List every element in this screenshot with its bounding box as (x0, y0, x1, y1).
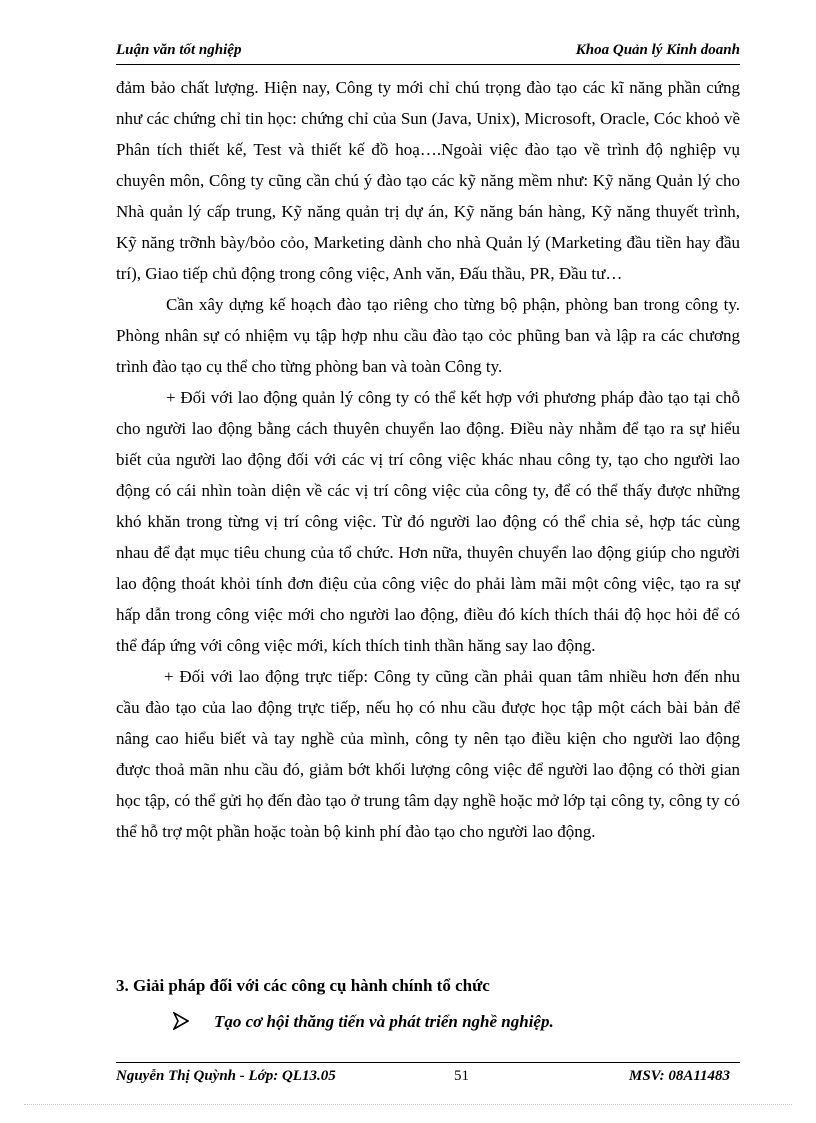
footer-author: Nguyễn Thị Quỳnh - Lớp: QL13.05 (116, 1068, 336, 1084)
header-faculty-label: Khoa Quản lý Kinh doanh (575, 42, 740, 58)
page-header (116, 38, 740, 64)
paragraph-management-staff: + Đối với lao động quản lý công ty có thể kết hợp với phương pháp đào tạo tại chỗ cho người lao động bằng cách thuyên chuyển lao động. Điều này nhằm để tạo ra sự hiểu biết của người lao động đối với các vị trí công việc khác nhau công ty, tạo cho người lao động có cái nhìn toàn diện về các vị trí công việc của công ty, để có thể thấy được những khó khăn trong từng vị trí công việc. Từ đó người lao động có thể chia sẻ, hợp tác cùng nhau để đạt mục tiêu chung của tổ chức. Hơn nữa, thuyên chuyển lao động giúp cho người lao động thoát khỏi tính đơn điệu của công việc do phải làm mãi một công việc, tạo ra sự hấp dẫn trong công việc mới cho người lao động, điều đó kích thích thái độ học hỏi để có thể đáp ứng với công việc mới, kích thích tinh thần hăng say lao động. (116, 388, 740, 655)
paragraph-training-skills: đảm bảo chất lượng. Hiện nay, Công ty mới chỉ chú trọng đào tạo các kĩ năng phần cứng như các chứng chỉ tin học: chứng chỉ của Sun (Java, Unix), Microsoft, Oracle, Cóc khoỏ về Phân tích thiết kế, Test và thiết kế đồ hoạ….Ngoài việc đào tạo về trình độ nghiệp vụ chuyên môn, Công ty cũng cần chú ý đào tạo các kỹ năng mềm như: Kỹ năng Quản lý cho Nhà quản lý cấp trung, Kỹ năng quản trị dự án, Kỹ năng bán hàng, Kỹ năng thuyết trình, Kỹ năng trỡnh bày/bỏo cỏo, Marketing dành cho nhà Quản lý (Marketing đầu tiền hay đầu trí), Giao tiếp chủ động trong công việc, Anh văn, Đấu thầu, PR, Đầu tư… (116, 78, 740, 283)
header-divider (116, 64, 740, 65)
page-number: 51 (454, 1068, 469, 1084)
body-text (116, 72, 740, 847)
bullet-text: Tạo cơ hội thăng tiến và phát triển nghề nghiệp. (214, 1012, 554, 1031)
bullet-item (116, 1008, 740, 1038)
arrow-bullet-icon (173, 1012, 189, 1030)
section-heading: 3. Giải pháp đối với các công cụ hành chính tổ chức (116, 976, 490, 995)
footer-student-id: MSV: 08A11483 (629, 1068, 730, 1084)
page-footer (116, 1068, 740, 1090)
paragraph-training-plan: Cần xây dựng kế hoạch đào tạo riêng cho từng bộ phận, phòng ban trong công ty. Phòng nhân sự có nhiệm vụ tập hợp nhu cầu đào tạo cỏc phũng ban và lập ra các chương trình đào tạo cụ thể cho từng phòng ban và toàn Công ty. (116, 295, 740, 376)
footer-divider (116, 1062, 740, 1063)
paragraph-direct-labor: + Đối với lao động trực tiếp: Công ty cũng cần phải quan tâm nhiều hơn đến nhu cầu đào tạo của lao động trực tiếp, nếu họ có nhu cầu được học tập một cách bài bản để nâng cao hiểu biết và tay nghề của mình, công ty nên tạo điều kiện cho người lao động được thoả mãn nhu cầu đó, giảm bớt khối lượng công việc để người lao động có thời gian học tập, có thể gửi họ đến đào tạo ở trung tâm dạy nghề hoặc mở lớp tại công ty, công ty có thể hỗ trợ một phần hoặc toàn bộ kinh phí đào tạo cho người lao động. (116, 667, 740, 841)
header-thesis-label: Luận văn tốt nghiệp (116, 42, 242, 58)
page-edge-line (24, 1104, 792, 1105)
